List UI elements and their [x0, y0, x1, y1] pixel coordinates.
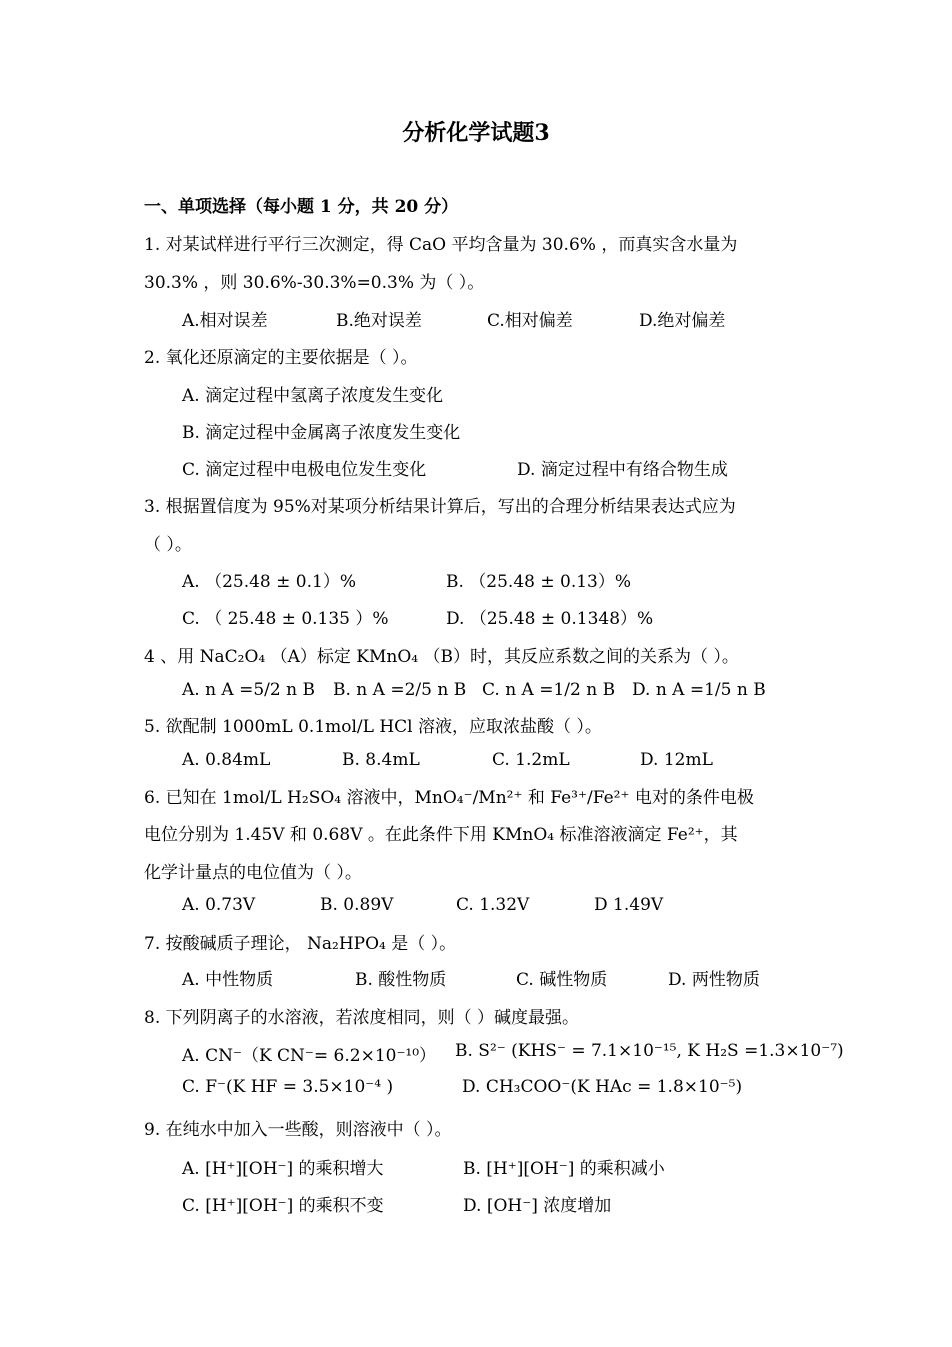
- question-2-option-d: D. 滴定过程中有络合物生成: [517, 460, 728, 480]
- question-4-option-d: D. n A =1/5 n B: [632, 680, 766, 700]
- question-4-option-c: C. n A =1/2 n B: [482, 680, 616, 700]
- question-1-option-b: B.绝对误差: [336, 311, 422, 331]
- question-7-option-d: D. 两性物质: [668, 970, 760, 990]
- question-8-option-c: C. F⁻(K HF = 3.5×10⁻⁴ ): [182, 1077, 394, 1097]
- question-5-option-c: C. 1.2mL: [492, 750, 570, 770]
- question-9-line-1: 9. 在纯水中加入一些酸，则溶液中（ ）。: [144, 1120, 452, 1140]
- question-3-option-d: D. （25.48 ± 0.1348）%: [446, 609, 654, 629]
- question-3-option-c: C. （ 25.48 ± 0.135 ）%: [182, 609, 389, 629]
- question-2-option-b: B. 滴定过程中金属离子浓度发生变化: [182, 423, 461, 443]
- question-6-line-2: 电位分别为 1.45V 和 0.68V 。在此条件下用 KMnO₄ 标准溶液滴定 Fe²⁺，其: [144, 825, 738, 845]
- question-2-line-1: 2. 氧化还原滴定的主要依据是（ ）。: [144, 348, 418, 368]
- page-title: 分析化学试题3: [402, 120, 550, 146]
- question-5-line-1: 5. 欲配制 1000mL 0.1mol/L HCl 溶液，应取浓盐酸（ ）。: [144, 717, 602, 737]
- question-4-line-1: 4 、用 NaC₂O₄ （A）标定 KMnO₄ （B）时，其反应系数之间的关系为（ ）。: [144, 647, 739, 667]
- question-7-option-a: A. 中性物质: [182, 970, 274, 990]
- question-1-line-2: 30.3% ，则 30.6%-30.3%=0.3% 为（ ）。: [144, 273, 485, 293]
- question-1-option-d: D.绝对偏差: [639, 311, 726, 331]
- question-1-option-a: A.相对误差: [182, 311, 268, 331]
- question-4-option-b: B. n A =2/5 n B: [333, 680, 467, 700]
- question-1-option-c: C.相对偏差: [487, 311, 573, 331]
- question-7-line-1: 7. 按酸碱质子理论， Na₂HPO₄ 是（ ）。: [144, 934, 457, 954]
- question-4-option-a: A. n A =5/2 n B: [182, 680, 315, 700]
- question-8-option-a: A. CN⁻（K CN⁻= 6.2×10⁻¹⁰）: [182, 1046, 437, 1066]
- question-6-line-3: 化学计量点的电位值为（ ）。: [144, 863, 362, 883]
- question-3-line-1: 3. 根据置信度为 95%对某项分析结果计算后，写出的合理分析结果表达式应为: [144, 497, 736, 517]
- question-3-option-a: A. （25.48 ± 0.1）%: [182, 572, 356, 592]
- question-7-option-c: C. 碱性物质: [516, 970, 608, 990]
- question-8-option-b: B. S²⁻ (KHS⁻ = 7.1×10⁻¹⁵, K H₂S =1.3×10⁻⁷): [455, 1041, 844, 1061]
- question-1-line-1: 1. 对某试样进行平行三次测定，得 CaO 平均含量为 30.6% ，而真实含水量为: [144, 235, 738, 255]
- question-9-option-d: D. [OH⁻] 浓度增加: [463, 1196, 612, 1216]
- question-8-line-1: 8. 下列阴离子的水溶液，若浓度相同，则（ ）碱度最强。: [144, 1008, 580, 1028]
- question-3-option-b: B. （25.48 ± 0.13）%: [446, 572, 632, 592]
- question-9-option-c: C. [H⁺][OH⁻] 的乘积不变: [182, 1196, 384, 1216]
- question-5-option-d: D. 12mL: [640, 750, 713, 770]
- question-7-option-b: B. 酸性物质: [355, 970, 447, 990]
- question-3-line-2: （ ）。: [144, 535, 192, 555]
- question-6-option-a: A. 0.73V: [182, 895, 256, 915]
- question-5-option-b: B. 8.4mL: [342, 750, 420, 770]
- question-2-option-c: C. 滴定过程中电极电位发生变化: [182, 460, 427, 480]
- question-6-option-c: C. 1.32V: [456, 895, 530, 915]
- question-9-option-a: A. [H⁺][OH⁻] 的乘积增大: [182, 1159, 384, 1179]
- question-5-option-a: A. 0.84mL: [182, 750, 271, 770]
- question-6-option-b: B. 0.89V: [320, 895, 394, 915]
- question-6-line-1: 6. 已知在 1mol/L H₂SO₄ 溶液中，MnO₄⁻/Mn²⁺ 和 Fe³⁺/Fe²⁺ 电对的条件电极: [144, 788, 754, 808]
- question-2-option-a: A. 滴定过程中氢离子浓度发生变化: [182, 386, 444, 406]
- question-6-option-d: D 1.49V: [594, 895, 664, 915]
- question-8-option-d: D. CH₃COO⁻(K HAc = 1.8×10⁻⁵): [462, 1077, 743, 1097]
- question-9-option-b: B. [H⁺][OH⁻] 的乘积减小: [463, 1159, 665, 1179]
- section-heading: 一、单项选择（每小题 1 分，共 20 分）: [144, 197, 459, 217]
